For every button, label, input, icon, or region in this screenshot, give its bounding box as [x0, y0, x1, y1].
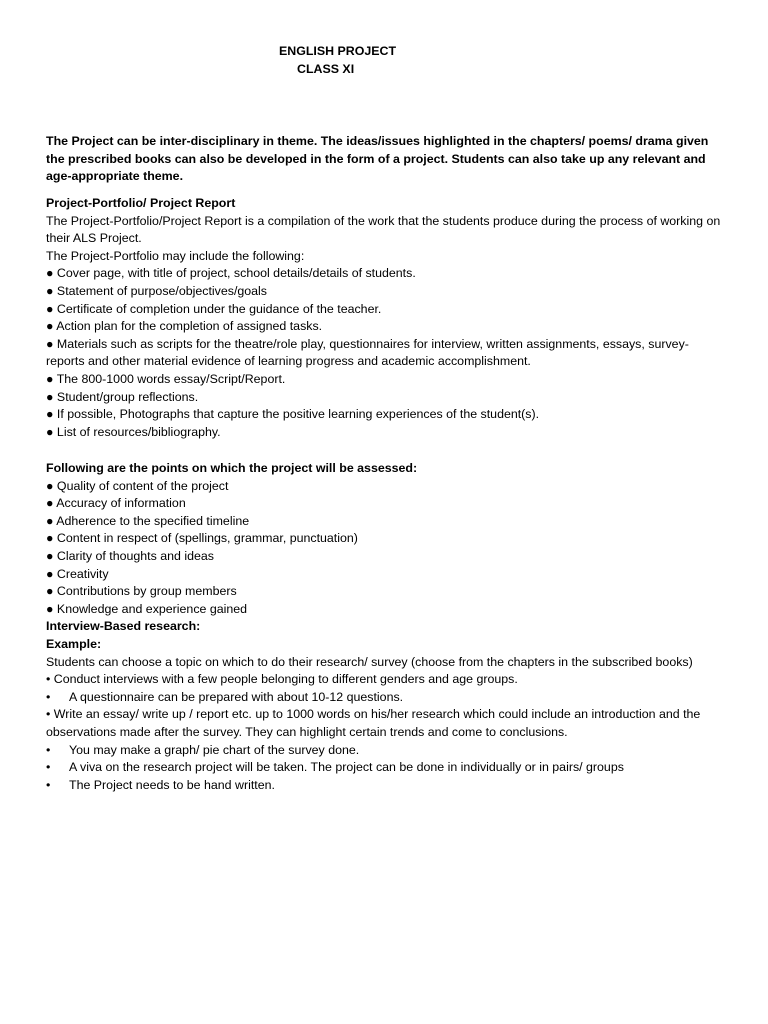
list-item: ● If possible, Photographs that capture the positive learning experiences of the student(s). — [46, 407, 540, 422]
list-item: ● The 800-1000 words essay/Script/Report. — [46, 371, 286, 386]
list-item: ● Quality of content of the project — [46, 478, 229, 493]
list-item-text: You may make a graph/ pie chart of the survey done. — [69, 742, 360, 757]
list-item: ● Accuracy of information — [46, 496, 186, 511]
interview-description: Students can choose a topic on which to do their research/ survey (choose from the chapters in the subscribed books) — [46, 654, 693, 669]
list-item: ● Action plan for the completion of assigned tasks. — [46, 319, 323, 334]
document-subtitle: CLASS XI — [297, 61, 355, 76]
assessment-heading: Following are the points on which the project will be assessed: — [46, 461, 418, 475]
bullet: • — [46, 760, 51, 775]
list-item-text: A viva on the research project will be taken. The project can be done in individually or in pairs/ groups — [69, 760, 624, 775]
portfolio-section — [46, 195, 726, 441]
bullet: • — [46, 689, 51, 704]
list-item: ● Student/group reflections. — [46, 389, 199, 404]
bullet: • — [46, 777, 51, 792]
list-item: ● Adherence to the specified timeline — [46, 513, 250, 528]
list-item — [46, 759, 726, 777]
list-item: ● Statement of purpose/objectives/goals — [46, 283, 268, 298]
list-item — [46, 742, 726, 760]
list-item-text: A questionnaire can be prepared with about 10-12 questions. — [69, 689, 404, 704]
document-title: ENGLISH PROJECT — [279, 44, 397, 58]
bullet: • — [46, 742, 51, 757]
list-item: ● Content in respect of (spellings, grammar, punctuation) — [46, 531, 358, 546]
list-item: ● Certificate of completion under the guidance of the teacher. — [46, 301, 382, 316]
assessment-section — [46, 460, 726, 794]
interview-heading: Interview-Based research: — [46, 619, 201, 634]
list-item: ● List of resources/bibliography. — [46, 424, 221, 439]
portfolio-heading: Project-Portfolio/ Project Report — [46, 196, 236, 210]
list-item-text: The Project needs to be hand written. — [69, 777, 275, 792]
list-item: • Conduct interviews with a few people belonging to different genders and age groups. — [46, 672, 518, 687]
example-label: Example: — [46, 636, 102, 651]
list-item: ● Cover page, with title of project, school details/details of students. — [46, 266, 416, 281]
list-item: ● Contributions by group members — [46, 584, 237, 599]
list-item — [46, 689, 726, 707]
list-item: • Write an essay/ write up / report etc. up to 1000 words on his/her research which could include an introduction and the observations made after the survey. They can highlight certain trends and come to conclusions. — [46, 707, 701, 739]
portfolio-include-intro: The Project-Portfolio may include the following: — [46, 248, 305, 263]
title-block — [0, 43, 768, 78]
list-item — [46, 777, 726, 795]
list-item: ● Clarity of thoughts and ideas — [46, 548, 214, 563]
list-item: ● Materials such as scripts for the theatre/role play, questionnaires for interview, written assignments, essays, survey-reports and other material evidence of learning progress and academic accomplishment. — [46, 336, 689, 369]
portfolio-description: The Project-Portfolio/Project Report is a compilation of the work that the students produce during the process of working on their ALS Project. — [46, 213, 721, 246]
intro-paragraph: The Project can be inter-disciplinary in theme. The ideas/issues highlighted in the chapters/ poems/ drama given the prescribed books can also be developed in the form of a project. Students can also take up any relevant and age-appropriate theme. — [46, 134, 709, 184]
list-item: ● Creativity — [46, 566, 109, 581]
list-item: ● Knowledge and experience gained — [46, 601, 248, 616]
